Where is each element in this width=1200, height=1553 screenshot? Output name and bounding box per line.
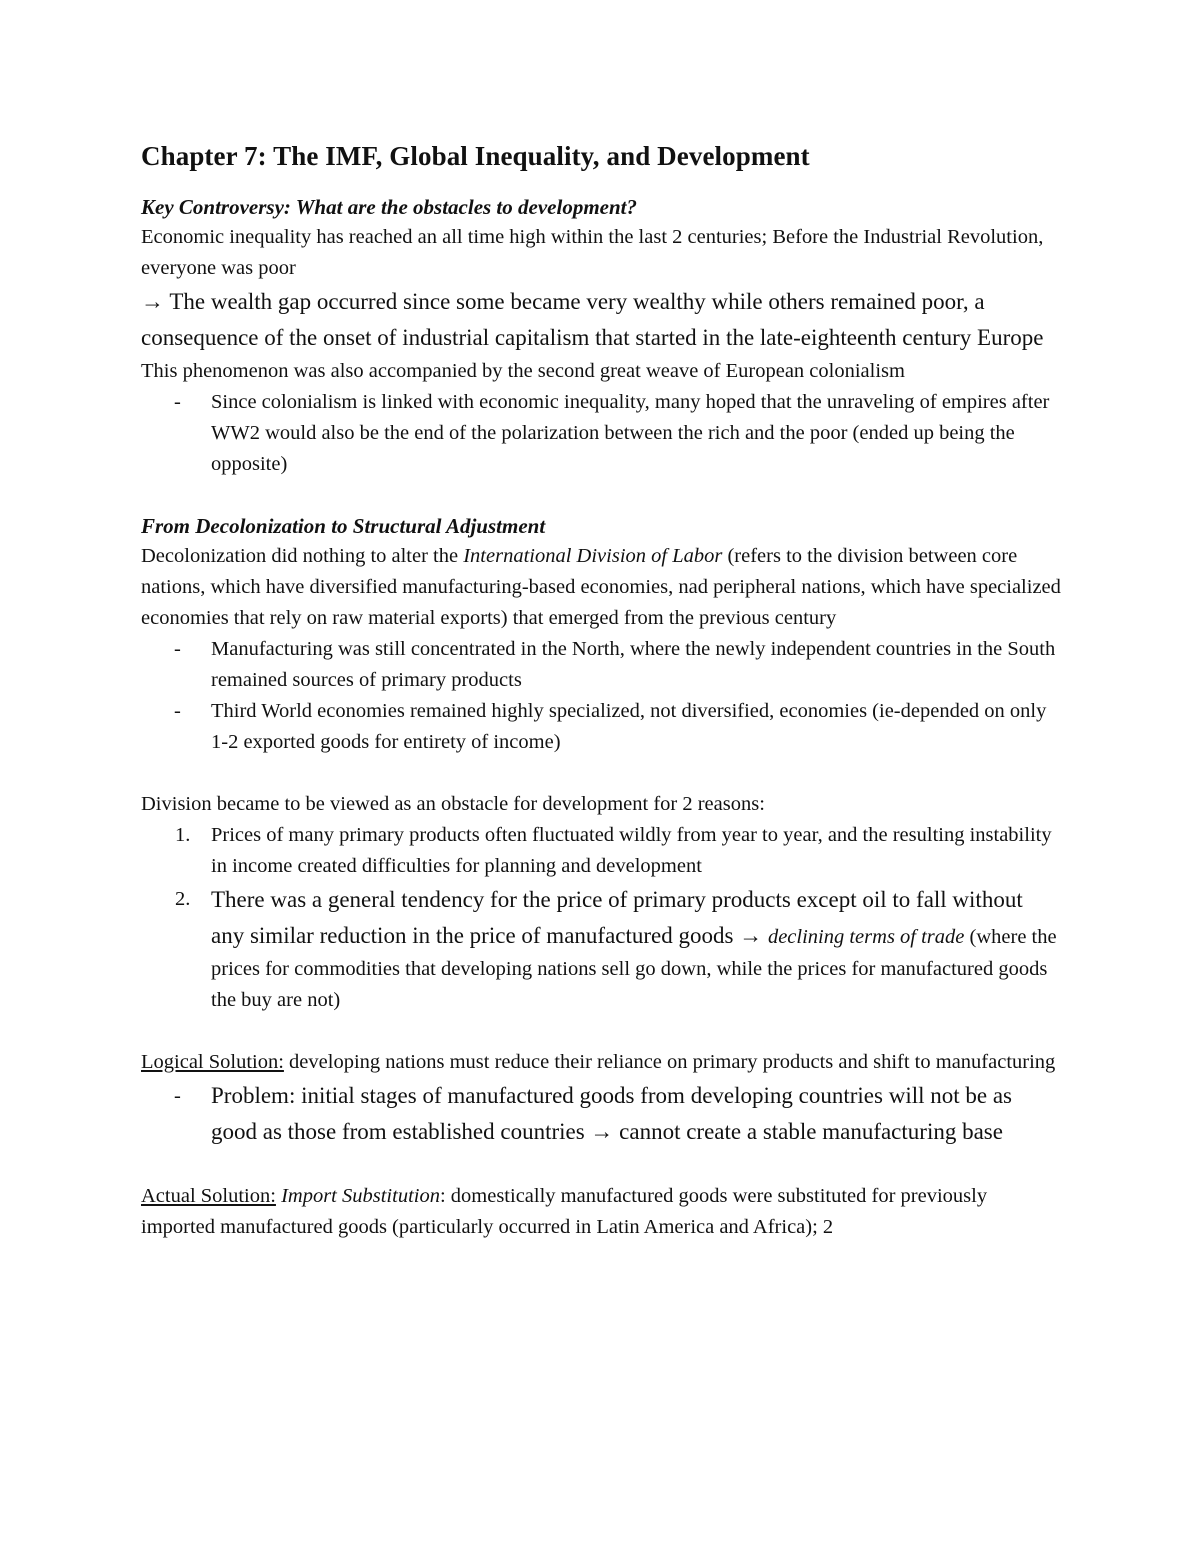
bullet-marker: - — [174, 391, 181, 413]
underlined-label: Logical Solution: — [141, 1051, 284, 1073]
page-title: Chapter 7: The IMF, Global Inequality, and Development — [141, 141, 810, 171]
paragraph — [141, 541, 1061, 634]
spacer — [141, 1150, 1061, 1181]
spacer — [141, 1016, 1061, 1047]
document-page — [141, 136, 1061, 1243]
paragraph: Economic inequality has reached an all time high within the last 2 centuries; Before the Industrial Revolution, everyone was poor — [141, 226, 1044, 279]
section-heading-key-controversy: Key Controversy: What are the obstacles to development? — [141, 195, 637, 219]
paragraph — [141, 1181, 1061, 1243]
bullet-list — [141, 1078, 1061, 1150]
list-item-text-large: There was a general tendency for the price of primary products except oil to fall without any similar reduction in the price of manufactured goods → — [211, 887, 1023, 948]
bullet-marker: - — [174, 1085, 181, 1107]
spacer — [141, 758, 1061, 789]
list-item-text: Third World economies remained highly specialized, not diversified, economies (ie-depended on only 1-2 exported goods for entirety of income) — [211, 700, 1047, 753]
list-item — [141, 696, 1061, 758]
list-item-text: Prices of many primary products often fluctuated wildly from year to year, and the resulting instability in income created difficulties for planning and development — [211, 824, 1052, 877]
list-item-text: Manufacturing was still concentrated in the North, where the newly independent countries in the South remained sources of primary products — [211, 638, 1056, 691]
paragraph: Division became to be viewed as an obstacle for development for 2 reasons: — [141, 793, 765, 815]
list-item — [141, 634, 1061, 696]
numbered-list — [141, 820, 1061, 1016]
list-item-text: Since colonialism is linked with economic inequality, many hoped that the unraveling of empires after WW2 would also be the end of the polarization between the rich and the poor (ended up being the opposite) — [211, 391, 1050, 475]
bullet-list — [141, 634, 1061, 758]
bullet-marker: - — [174, 638, 181, 660]
paragraph-arrow: → The wealth gap occurred since some became very wealthy while others remained poor, a consequence of the onset of industrial capitalism that started in the late-eighteenth century Europe — [141, 289, 1044, 350]
text-run: (refers to the division between core nations, which have diversified manufacturing-based economies, nad peripheral nations, which have specialized economies that rely on raw material exports) that emerged from the previous century — [141, 545, 1061, 629]
list-item — [141, 820, 1061, 882]
italic-term: Import Substitution — [281, 1185, 440, 1207]
bullet-list — [141, 387, 1061, 480]
text-run: developing nations must reduce their reliance on primary products and shift to manufacturing — [283, 1051, 1056, 1073]
number-marker: 1. — [175, 824, 191, 846]
text-run: Decolonization did nothing to alter the — [141, 545, 464, 567]
bullet-marker: - — [174, 700, 181, 722]
list-item — [141, 1078, 1061, 1150]
section-heading-decolonization: From Decolonization to Structural Adjustment — [141, 514, 546, 538]
list-item-text: (where the prices for commodities that developing nations sell go down, while the prices for manufactured goods the buy are not) — [211, 926, 1057, 1011]
text-run: : domestically manufactured goods were substituted for previously imported manufactured goods (particularly occurred in Latin America and Africa); 2 — [141, 1185, 988, 1238]
list-item — [141, 882, 1061, 1016]
spacer — [141, 480, 1061, 511]
list-item-text-large: Problem: initial stages of manufactured goods from developing countries will not be as good as those from established countries → cannot create a stable manufacturing base — [211, 1083, 1012, 1144]
italic-term: International Division of Labor — [463, 545, 723, 567]
underlined-label: Actual Solution: — [141, 1185, 276, 1207]
number-marker: 2. — [175, 888, 191, 910]
list-item — [141, 387, 1061, 480]
italic-term: declining terms of trade — [767, 926, 965, 948]
paragraph: This phenomenon was also accompanied by the second great weave of European colonialism — [141, 360, 905, 382]
paragraph — [141, 1047, 1061, 1078]
